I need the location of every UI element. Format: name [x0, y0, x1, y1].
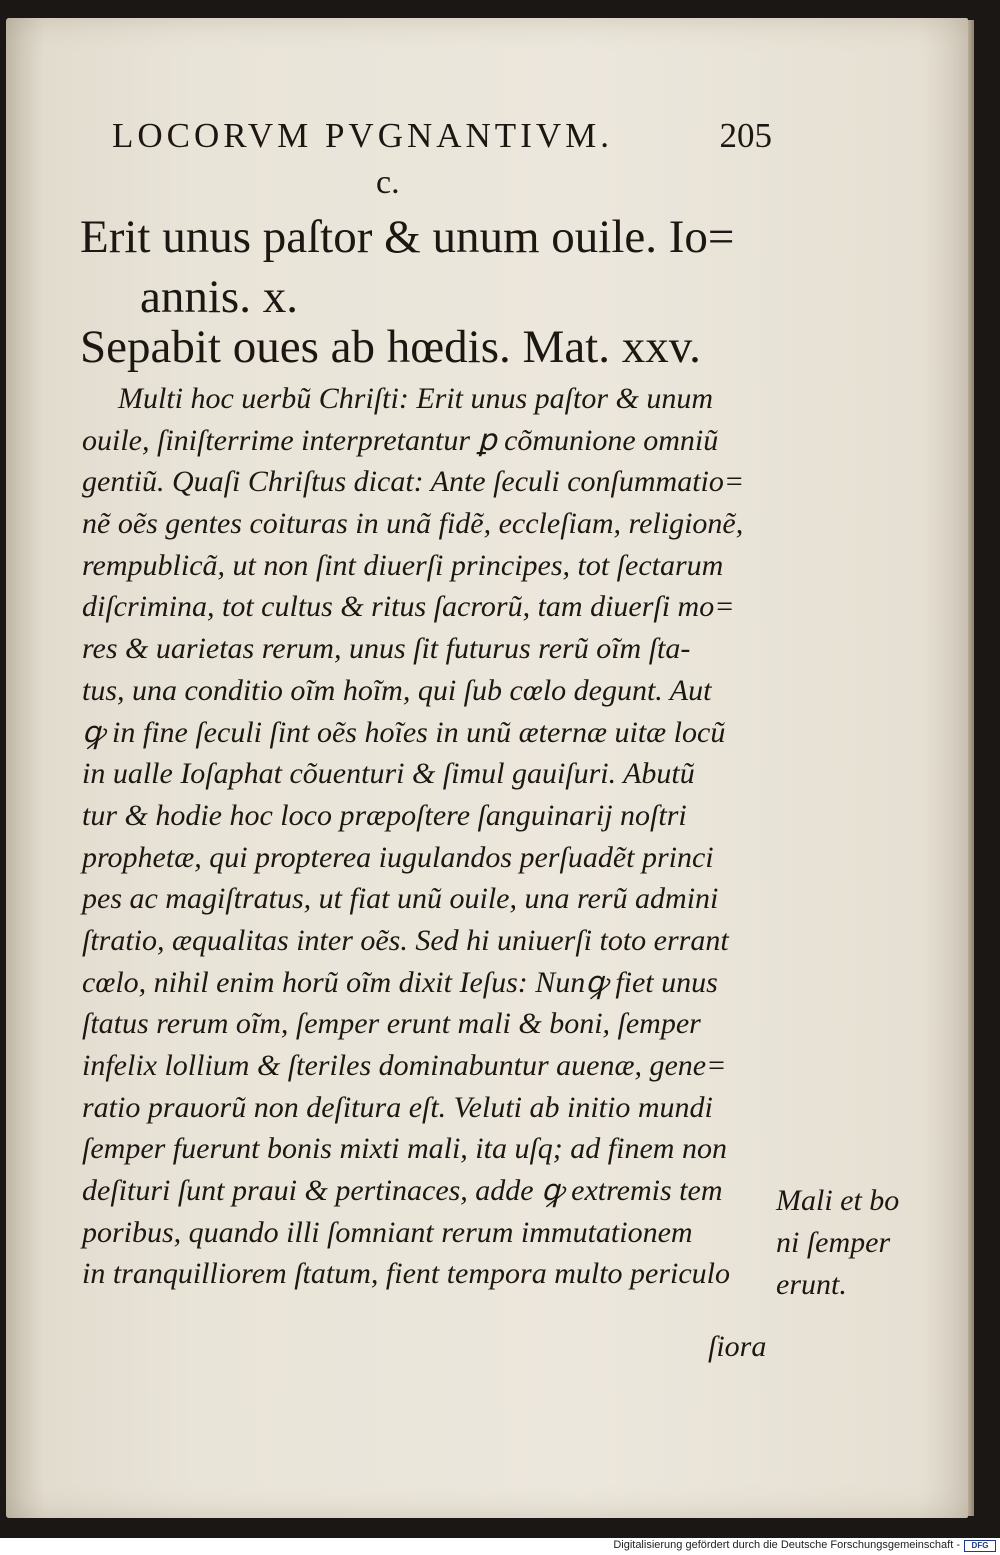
body-text [82, 378, 772, 1295]
page-edge [968, 20, 974, 1516]
heading-first-continued: annis. x. [140, 271, 298, 323]
page-number: 205 [719, 116, 772, 155]
body-line: nẽ oẽs gentes coituras in unã fidẽ, eccleſiam, religionẽ, [82, 507, 744, 541]
heading-second: Sepabit oues ab hœdis. Mat. xxv. [80, 321, 701, 373]
body-line: ſtratio, æqualitas inter oẽs. Sed hi uniuerſi toto errant [82, 923, 729, 957]
running-head [112, 116, 772, 160]
body-line: in tranquilliorem ſtatum, fient tempora multo periculo [82, 1257, 731, 1291]
marginal-note [776, 1180, 946, 1306]
marginal-note-line: erunt. [776, 1268, 847, 1301]
catchword: ſiora [708, 1330, 767, 1363]
dfg-logo-icon: DFG [964, 1540, 996, 1552]
marginal-note-line: Mali et bo [776, 1184, 900, 1217]
digitization-footer [0, 1538, 1000, 1555]
body-line: prophetæ, qui propterea iugulandos perſuadẽt princi [82, 840, 714, 874]
heading-first: Erit unus paſtor & unum ouile. Io= [80, 211, 735, 263]
body-line: tur & hodie hoc loco præpoſtere ſanguinarij noſtri [82, 798, 687, 832]
body-line: tus, una conditio oĩm hoĩm, qui ſub cœlo degunt. Aut [82, 673, 712, 707]
body-line: rempublicã, ut non ſint diuerſi principes, tot ſectarum [82, 548, 724, 582]
body-line: in ualle Ioſaphat cõuenturi & ſimul gauiſuri. Abutũ [82, 757, 695, 791]
body-line: poribus, quando illi ſomniant rerum immutationem [82, 1215, 693, 1249]
body-line: Multi hoc uerbũ Chriſti: Erit unus paſtor & unum [118, 382, 714, 415]
signature-mark: c. [376, 164, 400, 201]
running-title: LOCORVM PVGNANTIVM. [112, 116, 613, 155]
body-line: ratio prauorũ non deſitura eſt. Veluti ab initio mundi [82, 1090, 713, 1124]
body-line: ſemper fuerunt bonis mixti mali, ita uſq; ad finem non [82, 1132, 727, 1166]
body-line: ouile, ſiniſterrime interpretantur ꝑ cõmunione omniũ [82, 423, 719, 457]
body-line: res & uarietas rerum, unus ſit futurus rerũ oĩm ſta- [82, 632, 691, 666]
body-line: pes ac magiſtratus, ut fiat unũ ouile, una rerũ admini [82, 882, 719, 916]
body-line: deſituri ſunt praui & pertinaces, adde ꝙ extremis tem [82, 1174, 723, 1208]
body-line: cœlo, nihil enim horũ oĩm dixit Ieſus: Nunꝙ fiet unus [82, 965, 718, 999]
body-line: infelix lollium & ſteriles dominabuntur auenæ, gene= [82, 1049, 727, 1082]
body-line: ſtatus rerum oĩm, ſemper erunt mali & boni, ſemper [82, 1007, 701, 1041]
footer-credit: Digitalisierung gefördert durch die Deutsche Forschungsgemeinschaft - [613, 1539, 960, 1551]
body-line: ꝙ in fine ſeculi ſint oẽs hoĩes in unũ æternæ uitæ locũ [82, 715, 726, 749]
marginal-note-line: ni ſemper [776, 1226, 891, 1259]
body-line: diſcrimina, tot cultus & ritus ſacrorũ, tam diuerſi mo= [82, 590, 735, 624]
body-line: gentiũ. Quaſi Chriſtus dicat: Ante ſeculi conſummatio= [82, 465, 745, 499]
